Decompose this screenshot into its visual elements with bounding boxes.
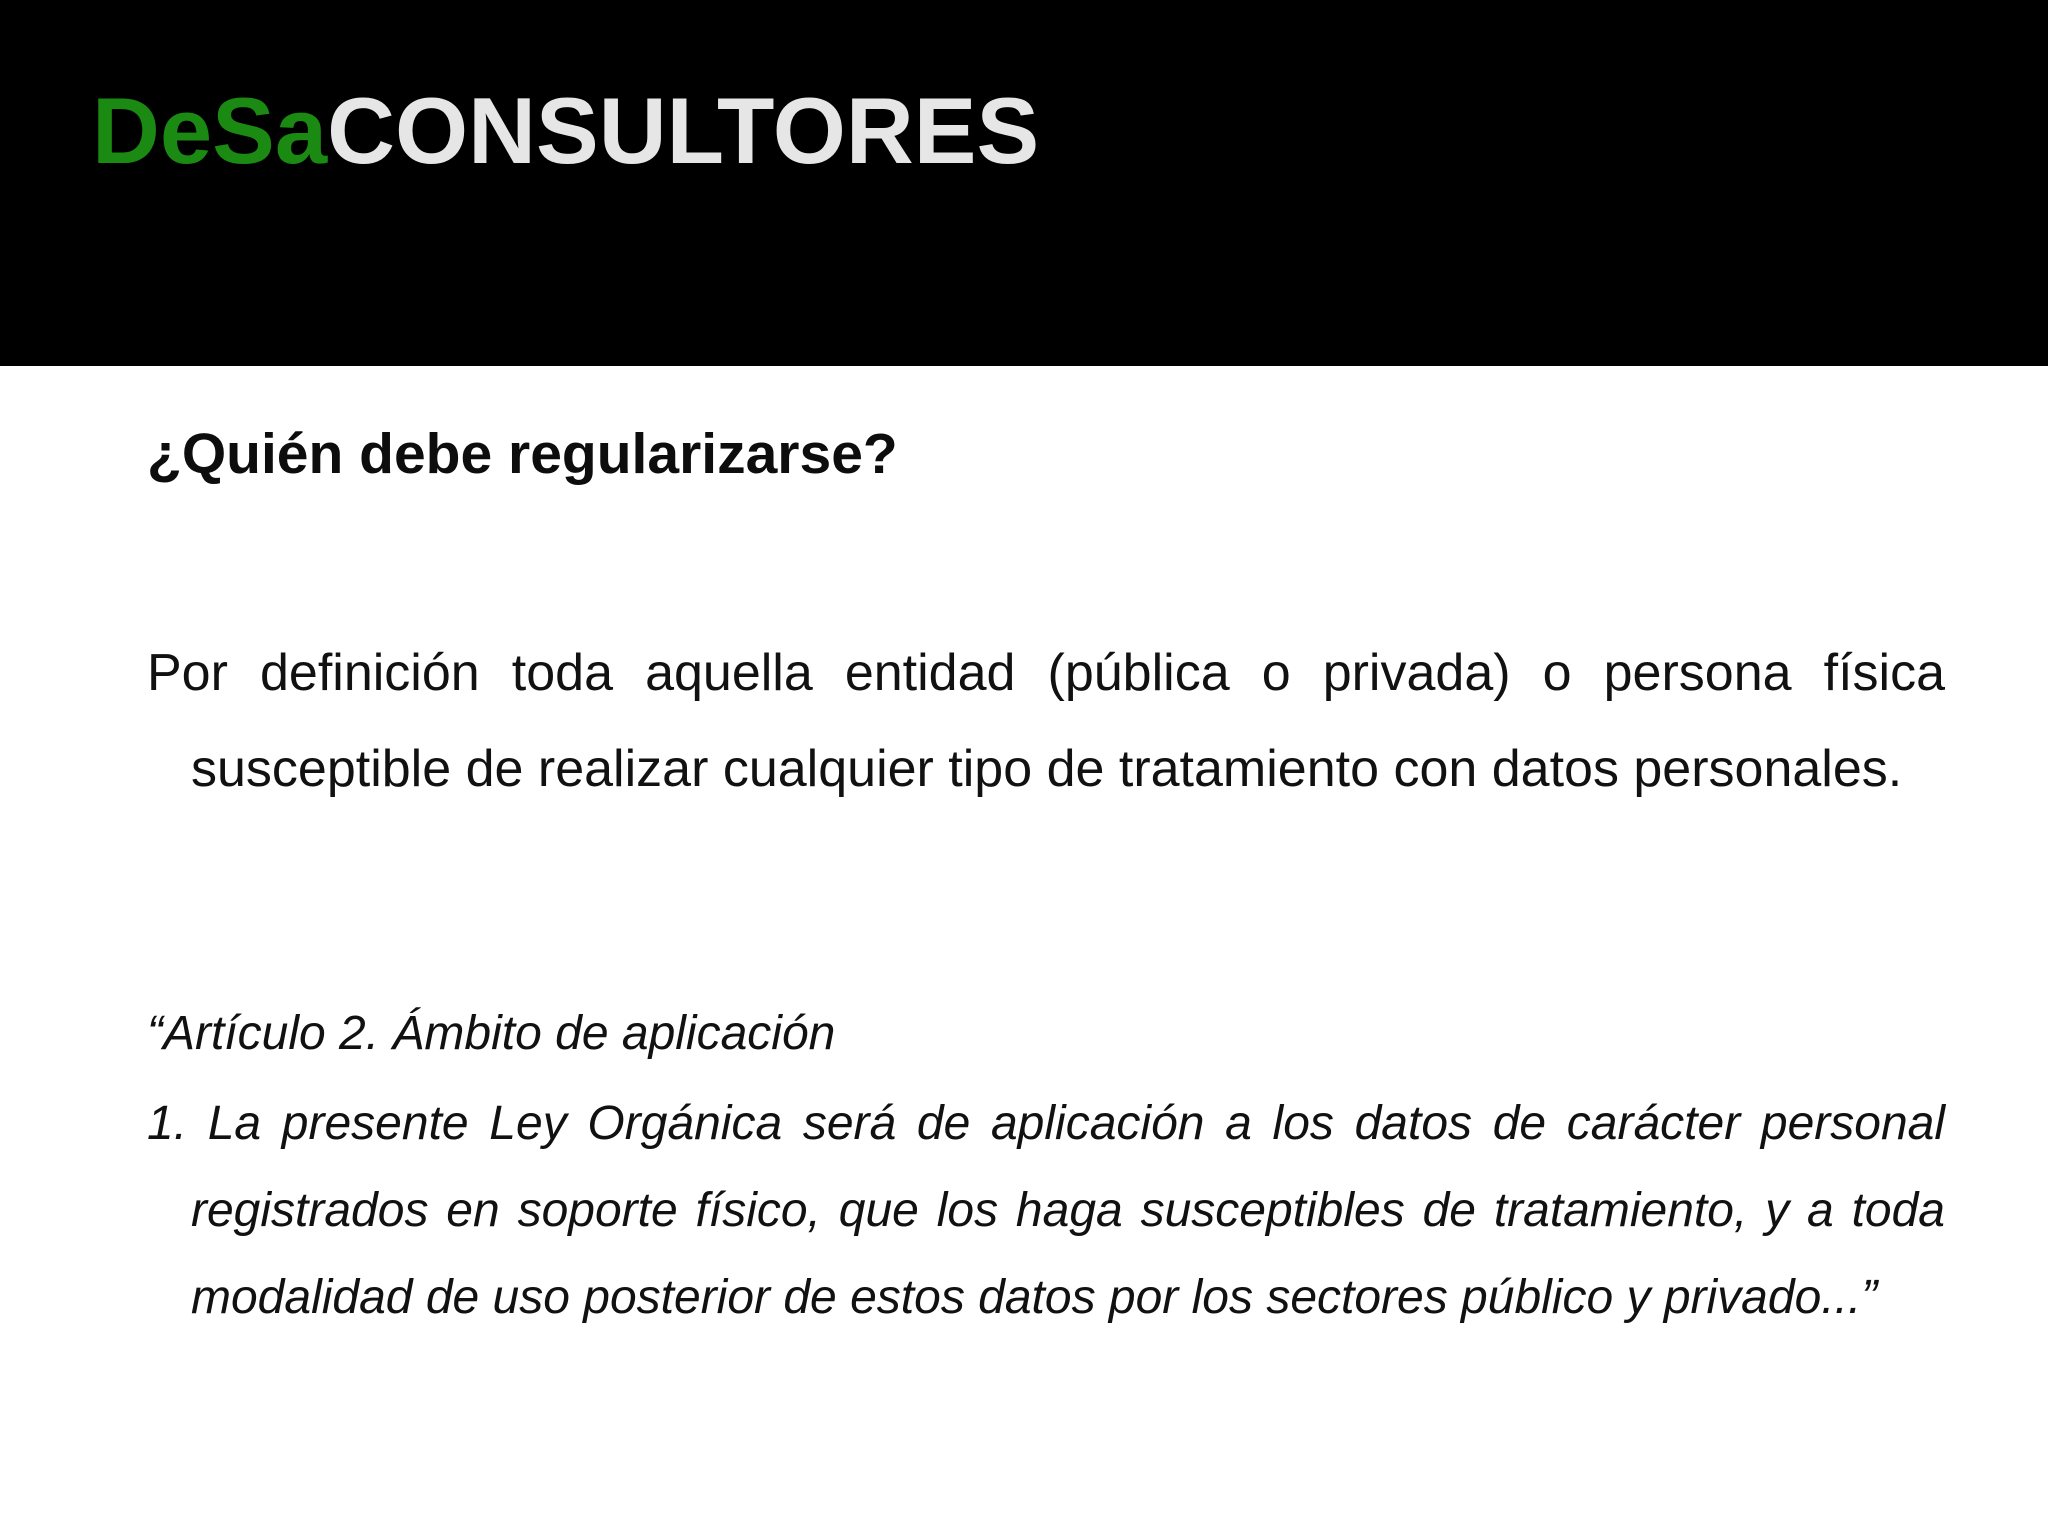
- slide-title: ¿Quién debe regularizarse?: [147, 422, 898, 486]
- logo-main-text: CONSULTORES: [327, 78, 1040, 183]
- brand-logo: [92, 78, 1040, 183]
- logo-accent-text: DeSa: [92, 78, 328, 183]
- article-quote: 1. La presente Ley Orgánica será de aplicación a los datos de carácter personal registrados en soporte físico, que los haga susceptibles de tratamiento, y a toda modalidad de uso posterior de estos datos por los sectores público y privado...”: [147, 1097, 1945, 1324]
- definition-paragraph: Por definición toda aquella entidad (pública o privada) o persona física susceptible de realizar cualquier tipo de tratamiento con datos personales.: [147, 644, 1945, 798]
- article-heading: “Artículo 2. Ámbito de aplicación: [147, 1007, 836, 1060]
- header-band: [0, 0, 2048, 366]
